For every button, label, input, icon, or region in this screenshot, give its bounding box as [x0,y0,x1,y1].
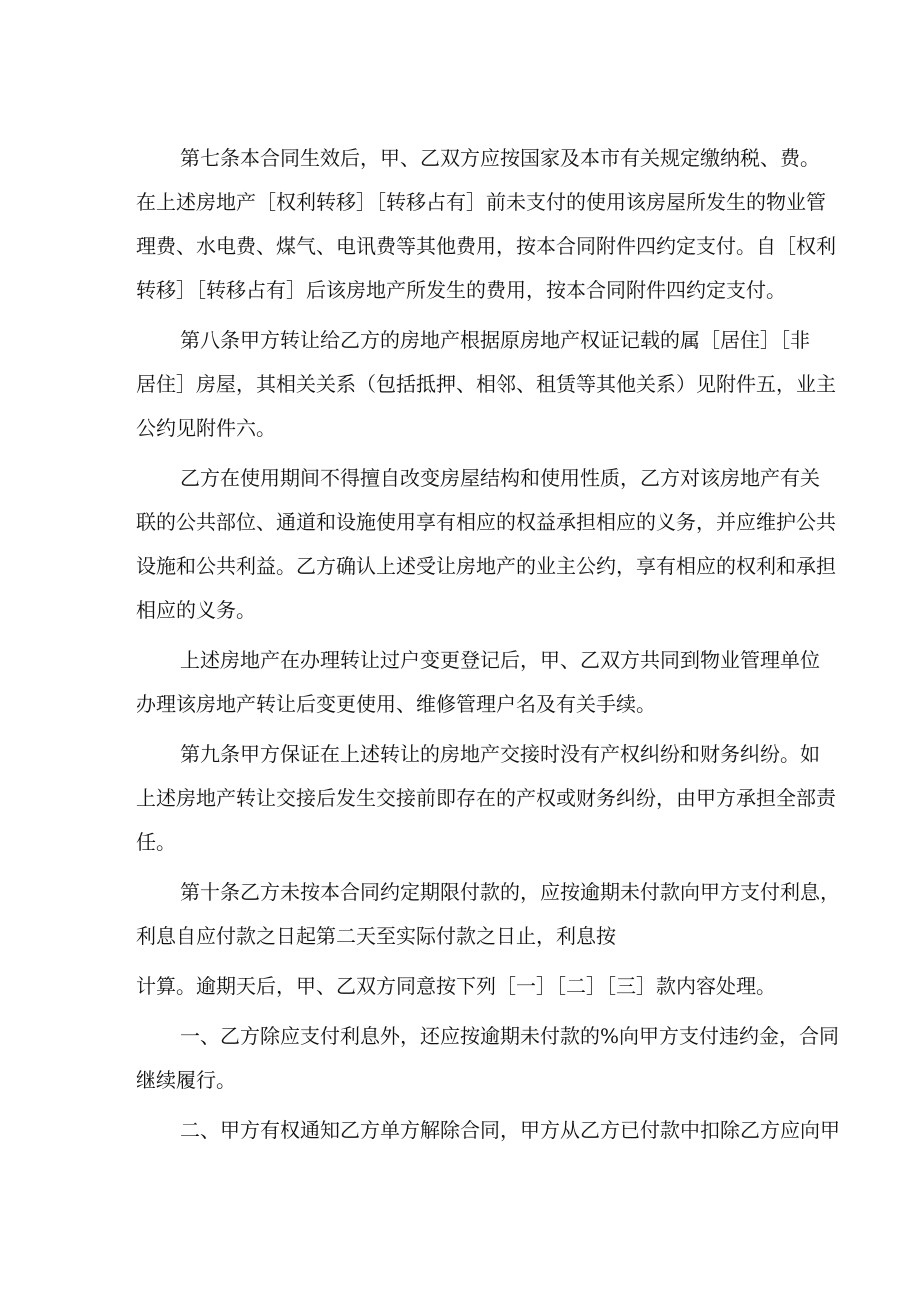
para-usage-line-2: 联的公共部位、通道和设施使用享有相应的权益承担相应的义务，并应维护公共 [136,510,836,534]
para-usage-line-3: 设施和公共利益。乙方确认上述受让房地产的业主公约，享有相应的权利和承担 [136,554,836,578]
para-transfer-line-2: 办理该房地产转让后变更使用、维修管理户名及有关手续。 [136,692,656,716]
article-9-line-2: 上述房地产转让交接后发生交接前即存在的产权或财务纠纷，由甲方承担全部责 [136,786,836,810]
article-9-line-1: 第九条甲方保证在上述转让的房地产交接时没有产权纠纷和财务纠纷。如 [180,742,820,766]
para-usage-line-1: 乙方在使用期间不得擅自改变房屋结构和使用性质，乙方对该房地产有关 [180,466,820,490]
para-transfer-line-1: 上述房地产在办理转让过户变更登记后，甲、乙双方共同到物业管理单位 [180,648,820,672]
para-usage-line-4: 相应的义务。 [136,598,256,622]
article-7-line-2: 在上述房地产［权利转移］［转移占有］前未支付的使用该房屋所发生的物业管 [136,190,826,214]
article-10-line-2: 利息自应付款之日起第二天至实际付款之日止，利息按 [136,924,616,948]
clause-1-line-1: 一、乙方除应支付利息外，还应按逾期未付款的%向甲方支付违约金，合同 [180,1024,840,1048]
clause-2-line-1: 二、甲方有权通知乙方单方解除合同，甲方从乙方已付款中扣除乙方应向甲 [180,1118,840,1142]
article-8-line-1: 第八条甲方转让给乙方的房地产根据原房地产权证记载的属［居住］［非 [180,328,810,352]
clause-1-line-2: 继续履行。 [136,1068,236,1092]
article-8-line-2: 居住］房屋，其相关关系（包括抵押、相邻、租赁等其他关系）见附件五，业主 [136,372,836,396]
article-7-line-3: 理费、水电费、煤气、电讯费等其他费用，按本合同附件四约定支付。自［权利 [136,234,836,258]
article-8-line-3: 公约见附件六。 [136,416,276,440]
article-10-line-3: 计算。逾期天后，甲、乙双方同意按下列［一］［二］［三］款内容处理。 [136,974,776,998]
article-7-line-4: 转移］［转移占有］后该房地产所发生的费用，按本合同附件四约定支付。 [136,278,786,302]
article-7-line-1: 第七条本合同生效后，甲、乙双方应按国家及本市有关规定缴纳税、费。 [180,146,820,170]
article-9-line-3: 任。 [136,830,176,854]
contract-page [136,140,840,1148]
article-10-line-1: 第十条乙方未按本合同约定期限付款的，应按逾期未付款向甲方支付利息， [180,880,840,904]
